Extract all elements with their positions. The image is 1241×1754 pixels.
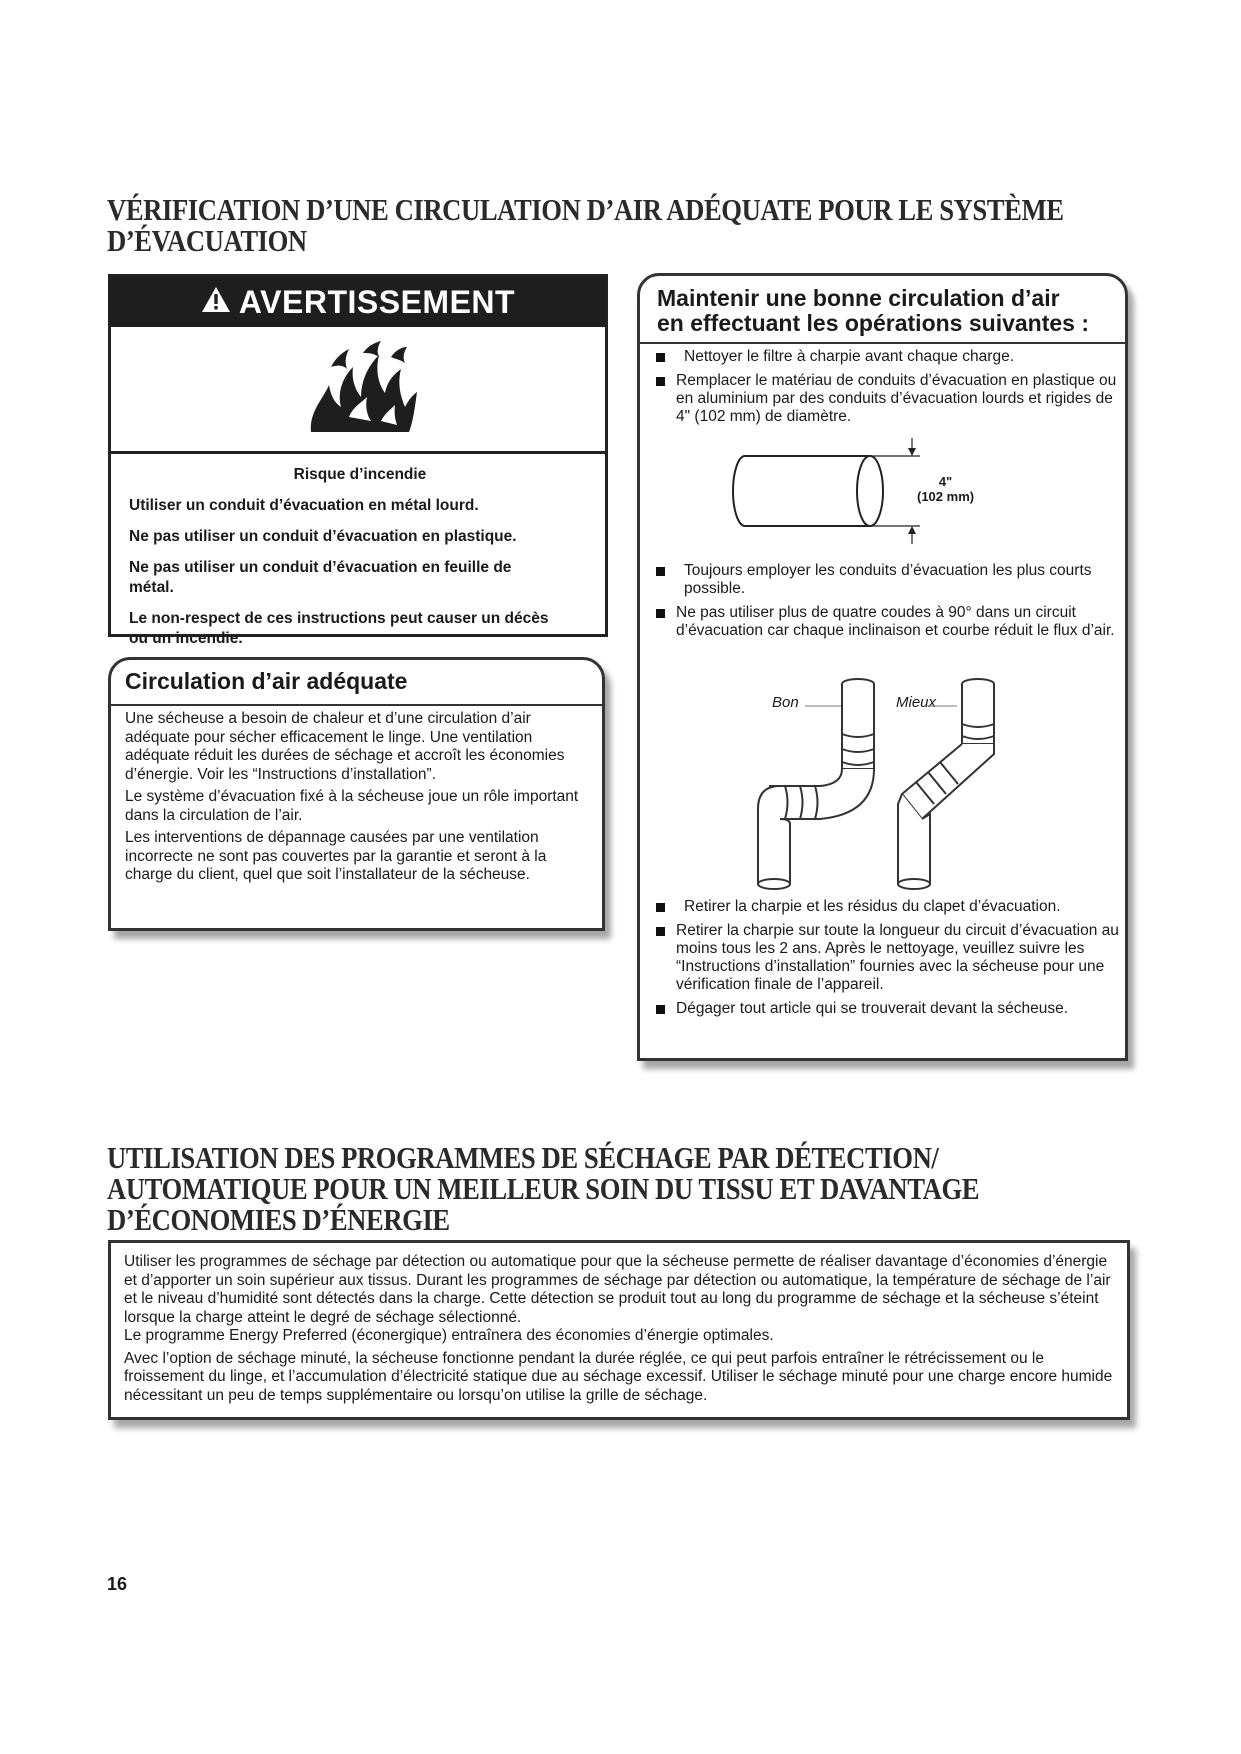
warning-header-label: AVERTISSEMENT — [238, 283, 516, 320]
warning-triangle-icon — [201, 284, 231, 321]
warning-text — [129, 452, 591, 660]
warning-line: Ne pas utiliser un conduit d’évacuation en feuille de métal. — [129, 559, 512, 596]
risk-title: Risque d’incendie — [293, 466, 427, 483]
label-line: 4" — [938, 474, 953, 489]
paragraph: Le programme Energy Preferred (éconergique) entraînera des économies d’énergie optimales. — [124, 1327, 774, 1344]
warning-line: Ne pas utiliser un conduit d’évacuation en plastique. — [129, 528, 517, 545]
warning-line: Le non-respect de ces instructions peut causer un décès ou un incendie. — [129, 610, 549, 647]
warning-line: Utiliser un conduit d’évacuation en métal lourd. — [129, 497, 479, 514]
heading-line: AUTOMATIQUE POUR UN MEILLEUR SOIN DU TISSU ET DAVANTAGE — [107, 1171, 980, 1206]
page-number: 16 — [107, 1574, 128, 1594]
list-item: Dégager tout article qui se trouverait devant la sécheuse. — [654, 1000, 1119, 1018]
circulation-title: Circulation d’air adéquate — [125, 668, 408, 694]
maintenance-title — [657, 286, 1089, 336]
bullet-list — [654, 348, 1119, 432]
elbow-diagram — [750, 674, 1010, 894]
divider — [640, 342, 1125, 344]
list-item: Toujours employer les conduits d’évacuation les plus courts possible. — [654, 562, 1119, 598]
heading-line: D’ÉCONOMIES D’ÉNERGIE — [107, 1202, 450, 1237]
paragraph: Utiliser les programmes de séchage par détection ou automatique pour que la sécheuse permette de réaliser davantage d’économies d’énergie et d’apporter un soin supérieur aux tissus. Durant les programmes de séchage par détection ou automatique, la température de séchage de l’air et le niveau d’humidité sont détectés dans la charge. Cette détection se produit tout au long du programme de séchage et la sécheuse s’éteint lorsque la charge atteint le degré de séchage sélectionné. — [124, 1253, 1111, 1326]
label-line: (102 mm) — [917, 489, 975, 504]
sensor-drying-body — [124, 1253, 1117, 1409]
heading-line: UTILISATION DES PROGRAMMES DE SÉCHAGE PAR DÉTECTION/ — [107, 1140, 939, 1175]
title-line: en effectuant les opérations suivantes : — [657, 310, 1090, 336]
sensor-drying-box — [108, 1240, 1130, 1420]
bullet-list — [654, 898, 1119, 1024]
warning-header — [111, 277, 605, 327]
flame-area — [111, 327, 605, 454]
maintenance-box — [637, 273, 1128, 1061]
circulation-body — [125, 710, 592, 889]
duct-diameter-label — [917, 474, 974, 504]
warning-box — [108, 274, 608, 647]
divider — [111, 704, 602, 706]
list-item: Remplacer le matériau de conduits d’évacuation en plastique ou en aluminium par des conduits d’évacuation lourds et rigides de 4" (102 mm) de diamètre. — [654, 372, 1119, 426]
paragraph: Le système d’évacuation fixé à la sécheuse joue un rôle important dans la circulation de l’air. — [125, 788, 579, 824]
list-item: Retirer la charpie sur toute la longueur du circuit d’évacuation au moins tous les 2 ans. Après le nettoyage, veuillez suivre les “Instructions d’installation” fournies avec la sécheuse pour une vérification finale de l’appareil. — [654, 922, 1119, 994]
paragraph: Les interventions de dépannage causées par une ventilation incorrecte ne sont pas couvertes par la garantie et seront à la charge du client, quel que soit l’installateur de la sécheuse. — [125, 829, 547, 883]
section-heading-ventilation — [107, 194, 1064, 256]
elbow-label-better: Mieux — [896, 694, 937, 711]
list-item: Ne pas utiliser plus de quatre coudes à 90° dans un circuit d’évacuation car chaque inclinaison et courbe réduit le flux d’air. — [654, 604, 1119, 640]
circulation-box — [108, 657, 605, 931]
heading-line: VÉRIFICATION D’UNE CIRCULATION D’AIR ADÉQUATE POUR LE SYSTÈME — [107, 192, 1064, 227]
list-item: Nettoyer le filtre à charpie avant chaque charge. — [654, 348, 1119, 366]
title-line: Maintenir une bonne circulation d’air — [657, 285, 1060, 311]
paragraph: Une sécheuse a besoin de chaleur et d’une circulation d’air adéquate pour sécher efficacement le linge. Une ventilation adéquate réduit les durées de séchage et accroît les économies d’énergie. Voir les “Instructions d’installation”. — [125, 710, 565, 783]
section-heading-sensor-drying — [107, 1142, 979, 1235]
elbow-label-good: Bon — [772, 694, 799, 711]
heading-line: D’ÉVACUATION — [107, 223, 307, 258]
list-item: Retirer la charpie et les résidus du clapet d’évacuation. — [654, 898, 1119, 916]
fire-icon — [301, 337, 421, 437]
bullet-list — [654, 562, 1119, 646]
paragraph: Avec l’option de séchage minuté, la sécheuse fonctionne pendant la durée réglée, ce qui peut parfois entraîner le rétrécissement ou le froissement du linge, et l’accumulation d’électricité statique due au séchage excessif. Utiliser le séchage minuté pour une charge encore humide nécessitant un peu de temps supplémentaire ou lorsqu’on utilise la grille de séchage. — [124, 1349, 1113, 1404]
